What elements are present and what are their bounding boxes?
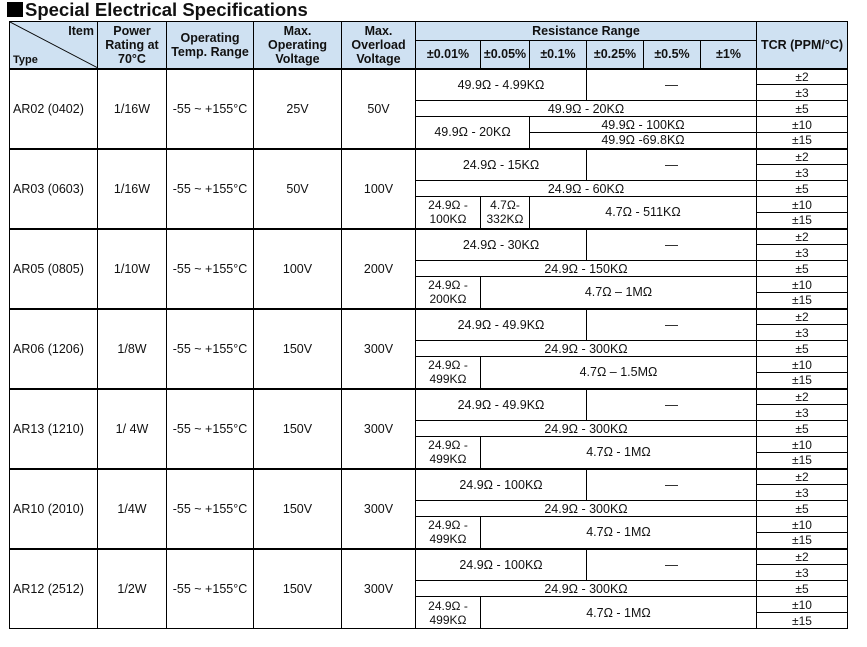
range-cell: 24.9Ω - 15KΩ	[416, 149, 587, 181]
maxop-header: Max. Operating Voltage	[254, 22, 342, 69]
range-cell: 4.7Ω - 1MΩ	[481, 437, 757, 469]
tcr-cell: ±2	[757, 309, 848, 325]
product-group	[10, 389, 848, 469]
tcr-cell: ±3	[757, 485, 848, 501]
power-cell: 1/10W	[98, 229, 167, 309]
tcr-cell: ±10	[757, 597, 848, 613]
tcr-cell: ±10	[757, 277, 848, 293]
tcr-cell: ±2	[757, 229, 848, 245]
tcr-cell: ±5	[757, 581, 848, 597]
range-cell: 24.9Ω - 49.9KΩ	[416, 389, 587, 421]
range-cell: 24.9Ω - 100KΩ	[416, 549, 587, 581]
temp-cell: -55 ~ +155°C	[167, 149, 254, 229]
tcr-cell: ±5	[757, 501, 848, 517]
tcr-cell: ±2	[757, 469, 848, 485]
range-cell: 24.9Ω - 150KΩ	[416, 261, 757, 277]
tol-header: ±1%	[701, 41, 757, 69]
tcr-cell: ±5	[757, 101, 848, 117]
range-cell: 24.9Ω - 200KΩ	[416, 277, 481, 309]
tcr-cell: ±15	[757, 373, 848, 389]
product-group	[10, 469, 848, 549]
range-cell: 49.9Ω - 100KΩ	[530, 117, 757, 133]
tcr-cell: ±3	[757, 565, 848, 581]
maxover-cell: 200V	[342, 229, 416, 309]
maxop-cell: 150V	[254, 469, 342, 549]
temp-header: Operating Temp. Range	[167, 22, 254, 69]
product-group	[10, 149, 848, 229]
temp-cell: -55 ~ +155°C	[167, 389, 254, 469]
range-cell: 24.9Ω - 300KΩ	[416, 421, 757, 437]
tcr-cell: ±15	[757, 293, 848, 309]
tcr-cell: ±2	[757, 389, 848, 405]
tcr-cell: ±10	[757, 357, 848, 373]
tcr-cell: ±15	[757, 533, 848, 549]
tcr-cell: ±15	[757, 213, 848, 229]
dash-cell: —	[587, 149, 757, 181]
power-cell: 1/ 4W	[98, 389, 167, 469]
tol-header: ±0.25%	[587, 41, 644, 69]
maxop-cell: 150V	[254, 549, 342, 629]
power-cell: 1/16W	[98, 149, 167, 229]
maxop-cell: 150V	[254, 389, 342, 469]
temp-cell: -55 ~ +155°C	[167, 469, 254, 549]
maxover-cell: 300V	[342, 389, 416, 469]
tcr-cell: ±2	[757, 549, 848, 565]
tcr-cell: ±3	[757, 245, 848, 261]
page-title	[7, 0, 308, 21]
dash-cell: —	[587, 469, 757, 501]
power-cell: 1/8W	[98, 309, 167, 389]
maxop-cell: 50V	[254, 149, 342, 229]
maxover-cell: 300V	[342, 309, 416, 389]
power-cell: 1/2W	[98, 549, 167, 629]
tcr-cell: ±2	[757, 149, 848, 165]
range-cell: 24.9Ω - 499KΩ	[416, 357, 481, 389]
dash-cell: —	[587, 389, 757, 421]
title-square-icon	[7, 2, 23, 17]
tcr-cell: ±3	[757, 325, 848, 341]
type-cell: AR06 (1206)	[10, 309, 98, 389]
range-cell: 49.9Ω - 20KΩ	[416, 117, 530, 149]
tcr-cell: ±2	[757, 69, 848, 85]
power-cell: 1/16W	[98, 69, 167, 149]
type-cell: AR13 (1210)	[10, 389, 98, 469]
product-group	[10, 229, 848, 309]
range-cell: 24.9Ω - 499KΩ	[416, 517, 481, 549]
temp-cell: -55 ~ +155°C	[167, 69, 254, 149]
product-group	[10, 309, 848, 389]
range-cell: 24.9Ω - 300KΩ	[416, 341, 757, 357]
range-cell: 24.9Ω - 499KΩ	[416, 597, 481, 629]
maxover-cell: 300V	[342, 469, 416, 549]
dash-cell: —	[587, 69, 757, 101]
tcr-cell: ±10	[757, 117, 848, 133]
type-cell: AR05 (0805)	[10, 229, 98, 309]
type-cell: AR12 (2512)	[10, 549, 98, 629]
power-header: Power Rating at 70°C	[98, 22, 167, 69]
maxover-cell: 50V	[342, 69, 416, 149]
tol-header: ±0.1%	[530, 41, 587, 69]
tol-header: ±0.05%	[481, 41, 530, 69]
type-cell: AR03 (0603)	[10, 149, 98, 229]
tcr-cell: ±10	[757, 437, 848, 453]
tcr-cell: ±5	[757, 261, 848, 277]
tcr-cell: ±15	[757, 613, 848, 629]
tcr-cell: ±3	[757, 165, 848, 181]
range-cell: 4.7Ω – 1MΩ	[481, 277, 757, 309]
tcr-cell: ±15	[757, 133, 848, 149]
maxop-cell: 25V	[254, 69, 342, 149]
product-group	[10, 549, 848, 629]
tcr-cell: ±5	[757, 181, 848, 197]
range-cell: 24.9Ω - 300KΩ	[416, 581, 757, 597]
range-cell: 24.9Ω - 30KΩ	[416, 229, 587, 261]
spec-table	[9, 21, 848, 629]
tcr-cell: ±10	[757, 517, 848, 533]
dash-cell: —	[587, 229, 757, 261]
range-cell: 24.9Ω - 100KΩ	[416, 197, 481, 229]
range-cell: 4.7Ω- 332KΩ	[481, 197, 530, 229]
tcr-cell: ±5	[757, 341, 848, 357]
maxover-header: Max. Overload Voltage	[342, 22, 416, 69]
item-label: Item	[68, 24, 94, 38]
tcr-cell: ±5	[757, 421, 848, 437]
range-cell: 24.9Ω - 49.9KΩ	[416, 309, 587, 341]
range-cell: 24.9Ω - 300KΩ	[416, 501, 757, 517]
temp-cell: -55 ~ +155°C	[167, 309, 254, 389]
range-cell: 24.9Ω - 100KΩ	[416, 469, 587, 501]
type-cell: AR02 (0402)	[10, 69, 98, 149]
range-cell: 49.9Ω -69.8KΩ	[530, 133, 757, 149]
range-cell: 4.7Ω - 1MΩ	[481, 517, 757, 549]
tcr-cell: ±3	[757, 85, 848, 101]
temp-cell: -55 ~ +155°C	[167, 229, 254, 309]
range-cell: 24.9Ω - 499KΩ	[416, 437, 481, 469]
maxop-cell: 150V	[254, 309, 342, 389]
dash-cell: —	[587, 309, 757, 341]
maxop-cell: 100V	[254, 229, 342, 309]
tcr-cell: ±10	[757, 197, 848, 213]
tcr-cell: ±3	[757, 405, 848, 421]
power-cell: 1/4W	[98, 469, 167, 549]
type-label: Type	[13, 53, 38, 66]
type-cell: AR10 (2010)	[10, 469, 98, 549]
product-group	[10, 69, 848, 149]
range-cell: 4.7Ω – 1.5MΩ	[481, 357, 757, 389]
dash-cell: —	[587, 549, 757, 581]
tcr-cell: ±15	[757, 453, 848, 469]
title-text: Special Electrical Specifications	[25, 0, 308, 20]
range-cell: 49.9Ω - 20KΩ	[416, 101, 757, 117]
maxover-cell: 300V	[342, 549, 416, 629]
range-cell: 4.7Ω - 511KΩ	[530, 197, 757, 229]
tol-header: ±0.5%	[644, 41, 701, 69]
tol-header: ±0.01%	[416, 41, 481, 69]
temp-cell: -55 ~ +155°C	[167, 549, 254, 629]
maxover-cell: 100V	[342, 149, 416, 229]
item-type-header	[10, 22, 98, 69]
range-cell: 49.9Ω - 4.99KΩ	[416, 69, 587, 101]
range-cell: 4.7Ω - 1MΩ	[481, 597, 757, 629]
tcr-header: TCR (PPM/°C)	[757, 22, 848, 69]
range-cell: 24.9Ω - 60KΩ	[416, 181, 757, 197]
resistance-header: Resistance Range	[416, 22, 757, 41]
